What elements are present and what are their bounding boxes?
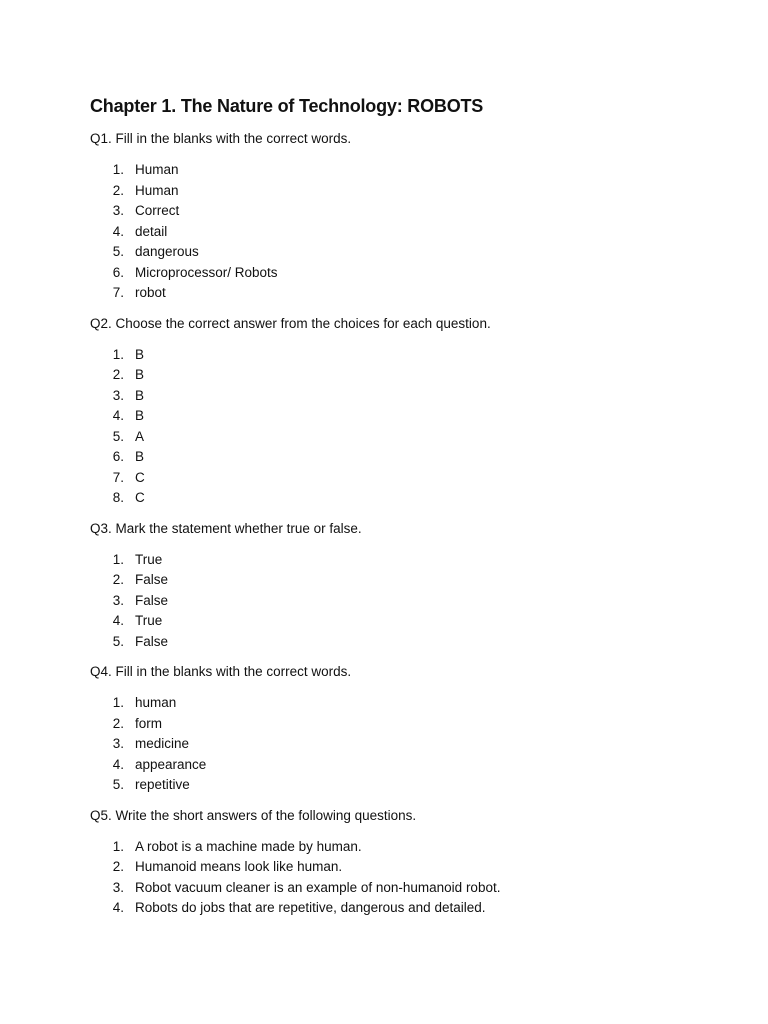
list-item-number: 5. — [112, 244, 124, 259]
list-item-text: Human — [135, 182, 179, 198]
list-item-number: 3. — [112, 387, 124, 403]
list-item-number: 5. — [112, 428, 124, 444]
list-item-text: B — [135, 346, 145, 362]
list-item-text: C — [135, 469, 145, 485]
page-title: Chapter 1. The Nature of Technology: ROBOTS — [90, 96, 484, 116]
list-item-number: 2. — [112, 572, 124, 587]
question-prompt: Q2. Choose the correct answer from the choices for each question. — [90, 315, 491, 331]
list-item — [90, 160, 710, 181]
list-item — [90, 878, 710, 899]
list-item-number: 7. — [112, 285, 124, 300]
list-item — [90, 468, 710, 489]
list-item — [90, 283, 710, 304]
answer-sections — [90, 129, 710, 919]
list-item-text: B — [135, 367, 145, 382]
list-item-text: form — [135, 715, 162, 731]
list-item-number: 1. — [112, 162, 124, 177]
list-item-number: 4. — [112, 613, 124, 628]
list-item-text: A robot is a machine made by human. — [135, 838, 362, 854]
list-item-number: 2. — [112, 715, 124, 731]
list-item-number: 6. — [112, 264, 124, 280]
list-item-number: 3. — [112, 879, 124, 895]
list-item-text: detail — [135, 223, 168, 239]
list-item-number: 5. — [112, 633, 124, 649]
answer-list — [90, 345, 710, 509]
list-item — [90, 857, 710, 878]
list-item — [90, 693, 710, 714]
list-item — [90, 181, 710, 202]
list-item-text: Microprocessor/ Robots — [135, 264, 278, 280]
list-item — [90, 898, 710, 919]
list-item-number: 3. — [112, 592, 124, 608]
list-item-number: 5. — [112, 777, 124, 792]
list-item — [90, 734, 710, 755]
list-item-text: Human — [135, 162, 179, 177]
list-item-number: 1. — [112, 551, 124, 567]
list-item — [90, 755, 710, 776]
list-item — [90, 447, 710, 468]
question-section-q3 — [90, 519, 710, 653]
list-item-text: A — [135, 428, 145, 444]
list-item-text: appearance — [135, 756, 207, 772]
list-item-text: B — [135, 408, 145, 423]
list-item — [90, 775, 710, 796]
list-item-text: C — [135, 490, 145, 505]
list-item-number: 2. — [112, 182, 124, 198]
list-item-text: Robot vacuum cleaner is an example of non-humanoid robot. — [135, 879, 501, 895]
list-item-text: True — [135, 551, 163, 567]
list-item-text: Correct — [135, 203, 180, 218]
list-item — [90, 201, 710, 222]
list-item-number: 2. — [112, 367, 124, 382]
list-item — [90, 242, 710, 263]
document-page — [90, 95, 710, 919]
list-item — [90, 837, 710, 858]
list-item-text: False — [135, 633, 169, 649]
question-prompt: Q4. Fill in the blanks with the correct words. — [90, 664, 352, 679]
list-item-number: 1. — [112, 838, 124, 854]
list-item-number: 1. — [112, 346, 124, 362]
list-item — [90, 263, 710, 284]
question-prompt: Q5. Write the short answers of the following questions. — [90, 807, 417, 823]
list-item-text: False — [135, 572, 169, 587]
list-item-text: repetitive — [135, 777, 190, 792]
list-item-text: human — [135, 695, 177, 710]
list-item — [90, 345, 710, 366]
list-item-text: dangerous — [135, 244, 199, 259]
list-item — [90, 591, 710, 612]
list-item — [90, 632, 710, 653]
list-item-number: 4. — [112, 408, 124, 423]
list-item-text: robot — [135, 285, 166, 300]
list-item-number: 3. — [112, 736, 124, 751]
answer-list — [90, 160, 710, 304]
list-item — [90, 611, 710, 632]
answer-list — [90, 837, 710, 919]
list-item — [90, 488, 710, 509]
list-item — [90, 386, 710, 407]
list-item — [90, 570, 710, 591]
list-item — [90, 427, 710, 448]
list-item-number: 1. — [112, 695, 124, 710]
list-item-number: 4. — [112, 900, 124, 915]
list-item-text: True — [135, 613, 163, 628]
list-item — [90, 714, 710, 735]
list-item-number: 4. — [112, 756, 124, 772]
list-item-text: medicine — [135, 736, 190, 751]
list-item-number: 7. — [112, 469, 124, 485]
list-item — [90, 365, 710, 386]
list-item-number: 2. — [112, 859, 124, 874]
list-item — [90, 550, 710, 571]
list-item-text: False — [135, 592, 169, 608]
list-item-number: 8. — [112, 490, 124, 505]
question-prompt: Q1. Fill in the blanks with the correct words. — [90, 131, 352, 146]
question-section-q4 — [90, 662, 710, 796]
list-item — [90, 222, 710, 243]
question-prompt: Q3. Mark the statement whether true or false. — [90, 520, 362, 536]
question-section-q5 — [90, 806, 710, 919]
list-item-text: B — [135, 387, 145, 403]
question-section-q2 — [90, 314, 710, 509]
list-item-number: 3. — [112, 203, 124, 218]
list-item — [90, 406, 710, 427]
list-item-text: B — [135, 449, 145, 464]
answer-list — [90, 550, 710, 653]
list-item-text: Humanoid means look like human. — [135, 859, 343, 874]
list-item-number: 6. — [112, 449, 124, 464]
list-item-number: 4. — [112, 223, 124, 239]
list-item-text: Robots do jobs that are repetitive, dangerous and detailed. — [135, 900, 486, 915]
question-section-q1 — [90, 129, 710, 304]
answer-list — [90, 693, 710, 796]
